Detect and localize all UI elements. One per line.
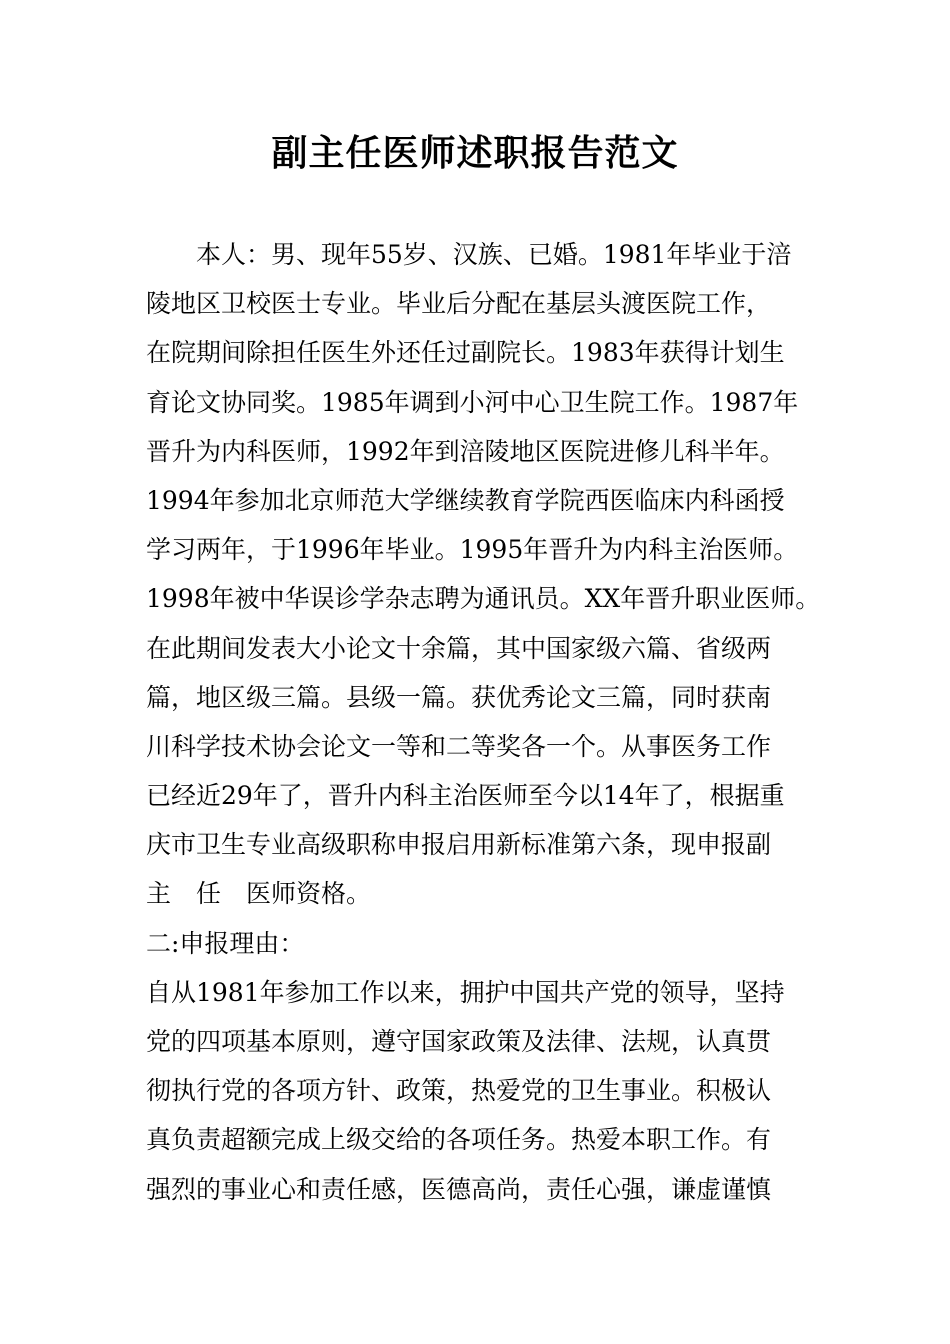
body-line: 晋升为内科医师，1992年到涪陵地区医院进修儿科半年。	[146, 436, 785, 466]
body-line: 陵地区卫校医士专业。毕业后分配在基层头渡医院工作，	[146, 289, 772, 319]
body-line: 已经近29年了，晋升内科主治医师至今以14年了，根据重	[146, 781, 785, 811]
body-line: 庆市卫生专业高级职称申报启用新标准第六条，现申报副	[146, 830, 772, 860]
body-line: 党的四项基本原则，遵守国家政策及法律、法规，认真贯	[146, 1027, 772, 1056]
body-line: 在院期间除担任医生外还任过副院长。1983年获得计划生	[146, 338, 785, 368]
document-body	[146, 230, 846, 1214]
section-heading: 二:申报理由：	[146, 928, 305, 958]
body-line: 学习两年，于1996年毕业。1995年晋升为内科主治医师。	[146, 535, 799, 565]
body-line: 川科学技术协会论文一等和二等奖各一个。从事医务工作	[146, 731, 772, 761]
body-line: 主 任 医师资格。	[146, 879, 372, 909]
body-line: 本人：男、现年55岁、汉族、已婚。1981年毕业于涪	[196, 240, 792, 269]
body-line: 1994年参加北京师范大学继续教育学院西医临床内科函授	[146, 485, 785, 515]
body-line: 1998年被中华误诊学杂志聘为通讯员。XX年晋升职业医师。	[146, 584, 821, 614]
body-line: 自从1981年参加工作以来，拥护中国共产党的领导，坚持	[146, 977, 785, 1007]
body-line: 篇，地区级三篇。县级一篇。获优秀论文三篇，同时获南	[146, 682, 772, 712]
body-line: 彻执行党的各项方针、政策，热爱党的卫生事业。积极认	[146, 1076, 772, 1106]
document-title: 副主任医师述职报告范文	[271, 132, 679, 174]
body-line: 强烈的事业心和责任感，医德高尚，责任心强，谦虚谨慎	[146, 1174, 772, 1204]
body-line: 真负责超额完成上级交给的各项任务。热爱本职工作。有	[146, 1125, 772, 1155]
body-line: 在此期间发表大小论文十余篇，其中国家级六篇、省级两	[146, 633, 772, 663]
body-line: 育论文协同奖。1985年调到小河中心卫生院工作。1987年	[146, 387, 799, 417]
